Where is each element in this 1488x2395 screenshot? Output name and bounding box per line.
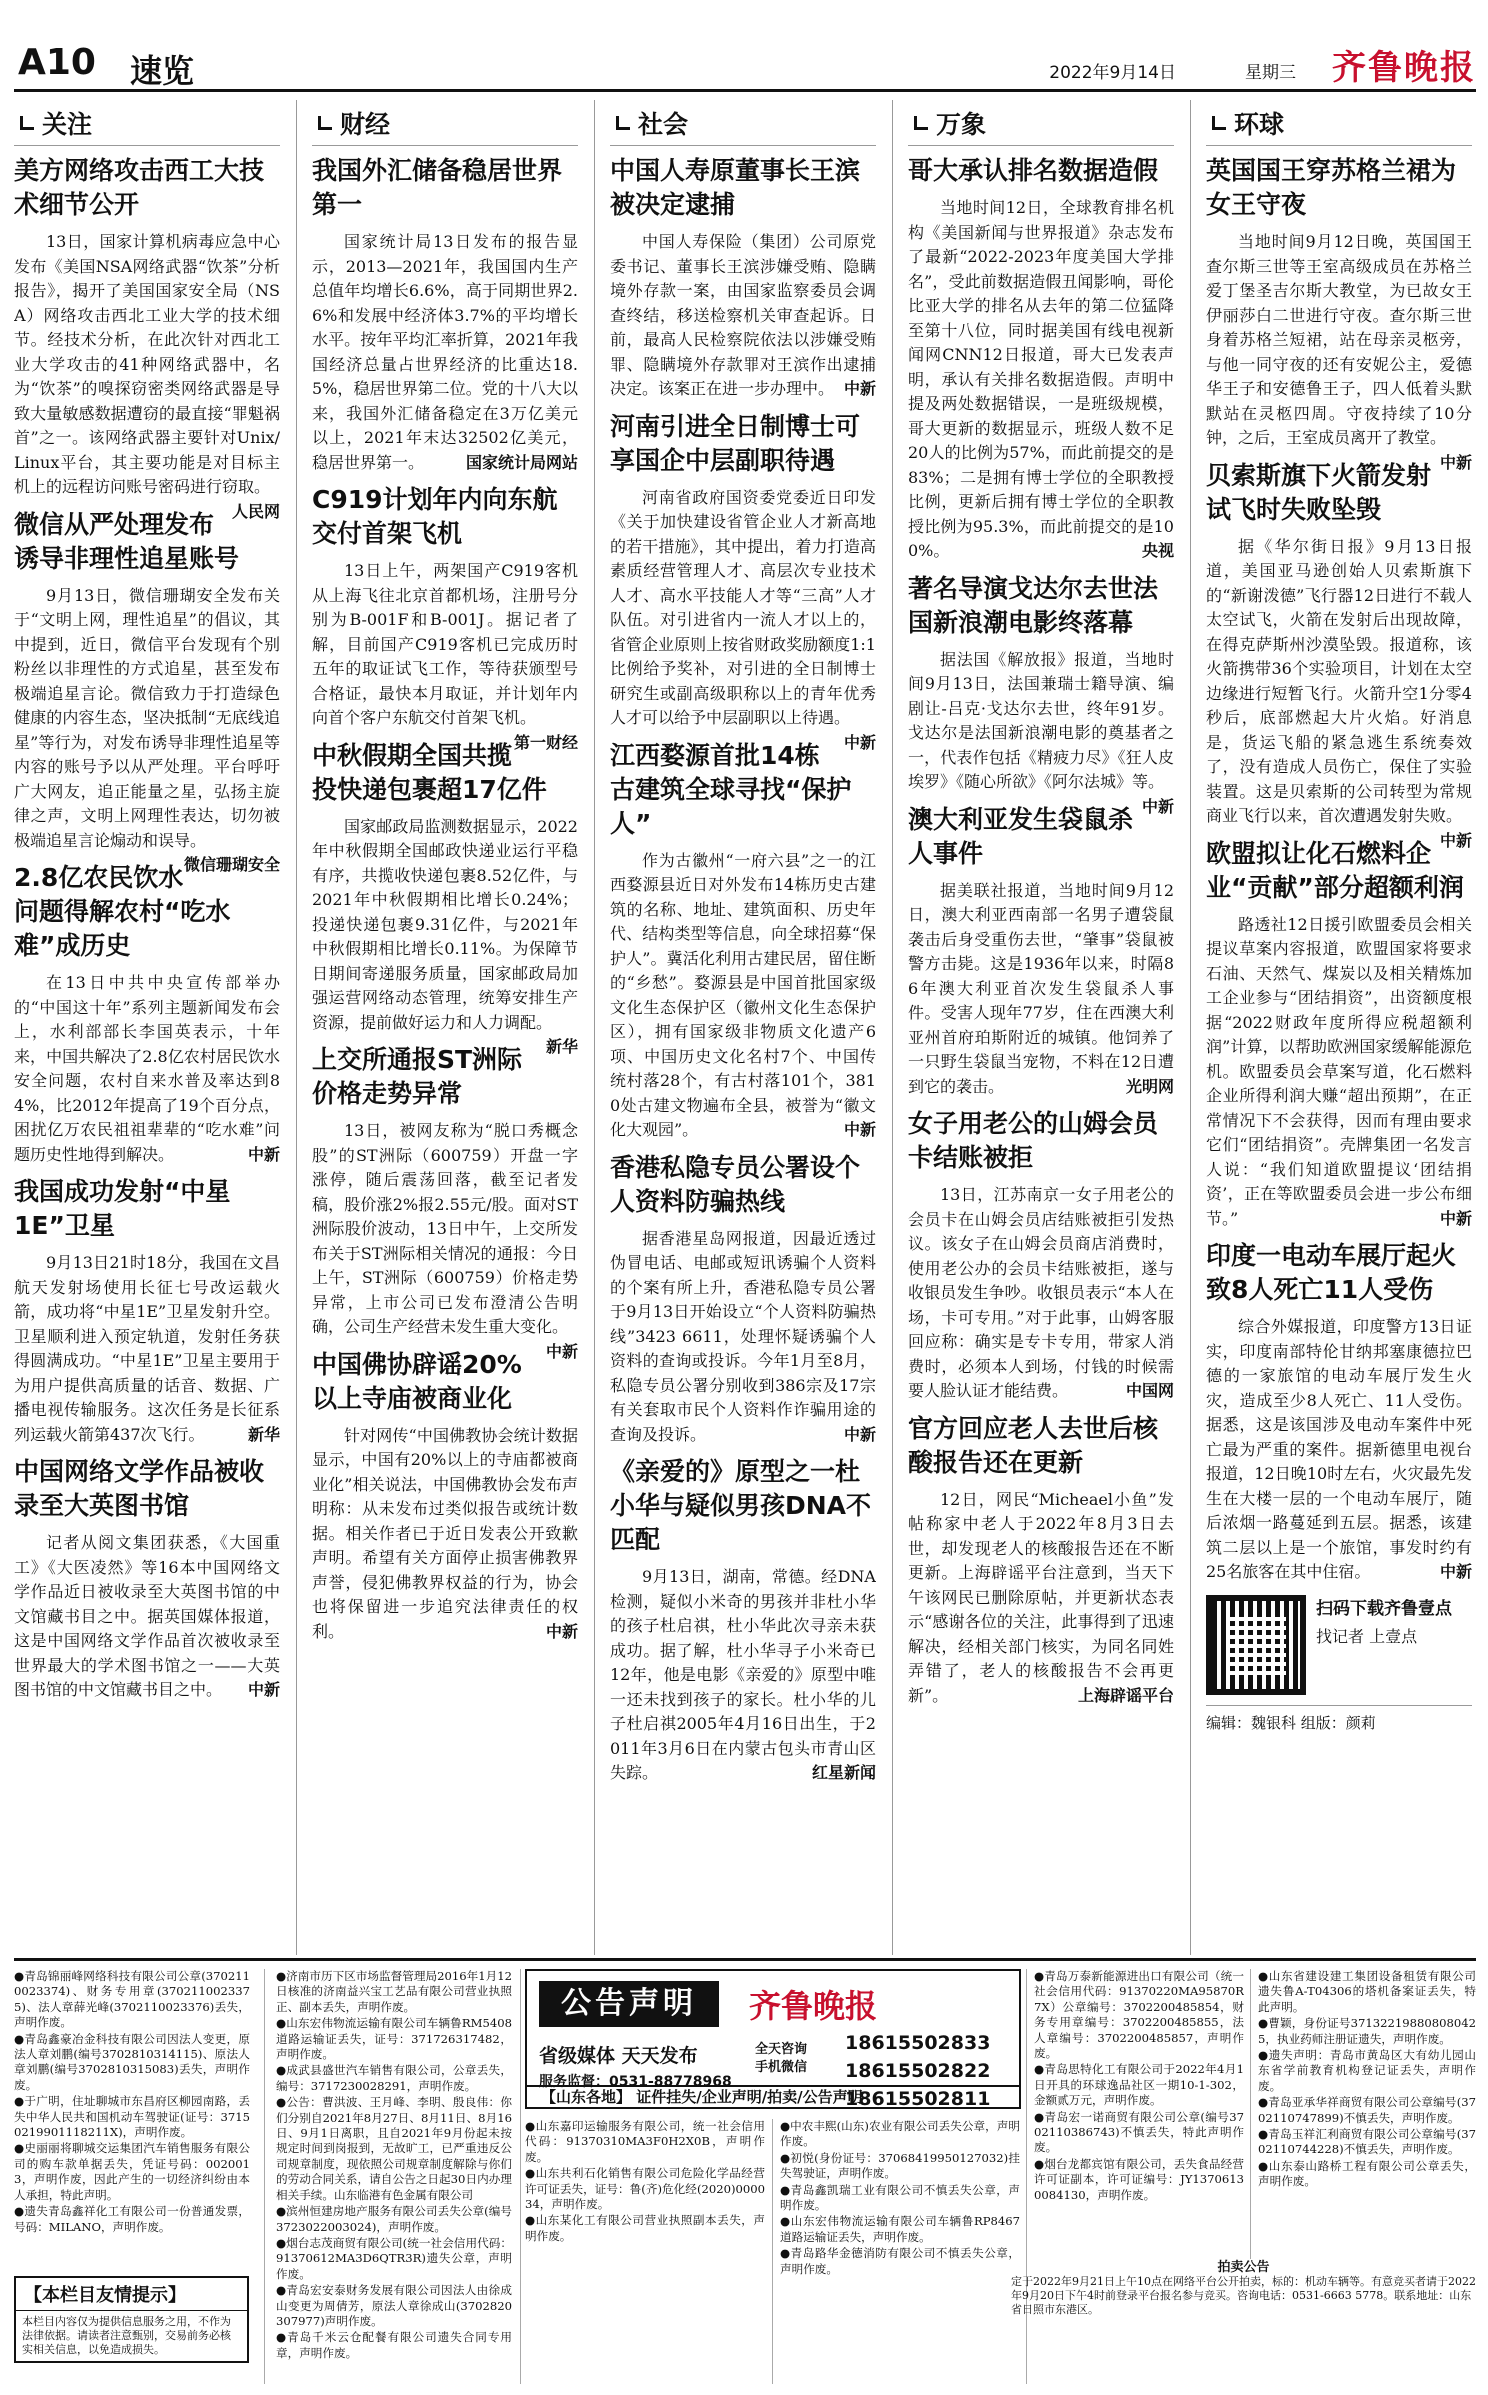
phone-1: 18615502833: [845, 2032, 991, 2054]
ad-item: ●遗失声明：青岛市黄岛区大有幼儿园山东省学前教育机构登记证丢失，声明作废。: [1258, 2048, 1476, 2093]
qr-text: [1316, 1595, 1452, 1651]
article-text: 12日，网民“Micheael小鱼”发帖称家中老人于2022年8月3日去世，却发现老人的核酸报告还在不断更新。上海辟谣平台注意到，当天下午该网民已删除原帖，并更新状态表示“感谢各位的关注，此事得到了迅速解决，经相关部门核实，为同名同姓弄错了，老人的核酸报告不会再更新”。: [908, 1489, 1174, 1705]
ad-item: ●青岛锦丽峰网络科技有限公司公章(3702110023374)、财务专用章(3702110023375)、法人章薛光峰(3702110023376)丢失，声明作废。: [14, 1969, 250, 2030]
article-source: 光明网: [1125, 1076, 1174, 1096]
editor-credit: 编辑：魏银科 组版：颜莉: [1206, 1705, 1472, 1733]
article-headline: 官方回应老人去世后核酸报告还在更新: [908, 1413, 1159, 1477]
article-text: 9月13日21时18分，我国在文昌航天发射场使用长征七号改运载火箭，成功将“中星1E”卫星发射升空。卫星顺利进入预定轨道，发射任务获得圆满成功。“中星1E”卫星主要用于为用户提供高质量的话音、数据、广播电视传输服务。这次任务是长征系列运载火箭第437次飞行。: [14, 1253, 280, 1444]
ad-item: ●滨州恒建房地产服务有限公司丢失公章(编号3723022003024)，声明作废。: [276, 2204, 512, 2234]
article-source: 中国网: [1125, 1381, 1174, 1400]
article-source: 新华: [247, 1424, 280, 1444]
phone-3: 18615502811: [845, 2088, 991, 2110]
column-divider: [594, 100, 595, 1955]
article-text: 13日，被网友称为“脱口秀概念股”的ST洲际（600759）开盘一字涨停，随后震荡回落，截至记者发稿，股价涨2%报2.55元/股。面对ST洲际股价波动，13日中午，上交所发布关于ST洲际相关情况的通报：今日上午，ST洲际（600759）价格走势异常，上市公司已发布澄清公告明确，公司生产经营未发生重大变化。: [312, 1121, 578, 1336]
ad-item: ●于广明，住址聊城市东昌府区柳园南路，丢失中华人民共和国机动车驾驶证(证号：37150219901118211X)，声明作废。: [14, 2094, 250, 2140]
tip-box: [14, 2276, 249, 2363]
article: [610, 154, 876, 402]
page-header: [14, 38, 1476, 92]
ad-item: ●山东泰山路桥工程有限公司公章丢失，声明作废。: [1258, 2158, 1476, 2189]
article-body: [1206, 913, 1472, 1232]
newspaper-logo: 齐鲁晚报: [1332, 48, 1476, 88]
article-headline: 美方网络攻击西工大技术细节公开: [14, 156, 265, 219]
article-source: 中新: [1439, 1208, 1472, 1228]
ad-item: ●成武县盛世汽车销售有限公司，公章丢失，编号：3717230028291，声明作废。: [276, 2063, 512, 2093]
article-headline: 2.8亿农民饮水问题得解农村“吃水难”成历史: [14, 863, 231, 960]
tip-title: 【本栏目友情提示】: [16, 2278, 247, 2311]
notice-tel: 服务监督：0531-88778968: [539, 2074, 732, 2090]
article-body: [14, 584, 280, 874]
article-headline: 《亲爱的》原型之一杜小华与疑似男孩DNA不匹配: [610, 1457, 872, 1554]
article-body: [1206, 230, 1472, 472]
notice-banner: [525, 1969, 1021, 2109]
article-text: 综合外媒报道，印度警方13日证实，印度南部特伦甘纳邦塞康德拉巴德的一家旅馆的电动车展厅发生火灾，造成至少8人死亡、11人受伤。据悉，这是该国涉及电动车案件中死亡最为严重的案件。据新德里电视台报道，12日晚10时左右，火灾最先发生在大楼一层的一个电动车展厅，随后浓烟一路蔓延到五层。据悉，该建筑二层以上是一个旅馆，事发时约有25名旅客在其中住宿。: [1206, 1317, 1472, 1581]
notice-logo: 齐鲁晚报: [749, 1987, 878, 2025]
article: [14, 508, 280, 874]
classified-ads: [14, 1958, 1476, 2388]
ad-item: ●中农丰熙(山东)农业有限公司丢失公章，声明作废。: [780, 2119, 1020, 2149]
article-headline: 哥大承认排名数据造假: [908, 156, 1159, 185]
article-headline: 微信从严处理发布诱导非理性追星账号: [14, 509, 240, 573]
article-text: 9月13日，湖南，常德。经DNA检测，疑似小米奇的男孩并非杜小华的孩子杜启祺，杜小华此次寻亲未获成功。据了解，杜小华寻子小米奇已12年，他是电影《亲爱的》原型中唯一还未找到孩子的家长。杜小华的儿子杜启祺2005年4月16日出生，于2011年3月6日在内蒙古包头市青山区失踪。: [610, 1567, 876, 1782]
article-body: [610, 849, 876, 1143]
article-source: 中新: [843, 1424, 876, 1444]
phone-2: 18615502822: [845, 2060, 991, 2082]
article-source: 中新: [1439, 1562, 1472, 1581]
article: [610, 739, 876, 1143]
article-headline: 中国人寿原董事长王滨被决定逮捕: [610, 156, 861, 219]
article: [610, 1151, 876, 1448]
article: [908, 1107, 1174, 1404]
ad-item: ●山东宏伟物流运输有限公司车辆鲁RP8467道路运输证丢失，声明作废。: [780, 2214, 1020, 2244]
article: [312, 1043, 578, 1361]
article-body: [14, 1251, 280, 1447]
article: [908, 803, 1174, 1100]
notice-tags: 【山东各地】 证件挂失/企业声明/拍卖/公告声明: [527, 2085, 1019, 2107]
article-headline: 中国佛协辟谣20%以上寺庙被商业化: [312, 1349, 522, 1413]
article-source: 人民网: [231, 501, 280, 521]
article: [312, 739, 578, 1056]
article: [312, 483, 578, 752]
ad-item: ●山东省建设建工集团设备租赁有限公司遗失鲁A-T04306的塔机备案证丢失，特此声明。: [1258, 1969, 1476, 2014]
column-tag-label: 环球: [1234, 109, 1285, 139]
article-text: 据《华尔街日报》9月13日报道，美国亚马逊创始人贝索斯旗下的“新谢泼德”飞行器12日进行不载人太空试飞，火箭在发射后出现故障，在得克萨斯州沙漠坠毁。报道称，该火箭携带36个实验项目，计划在太空边缘进行短暂飞行。火箭升空1分零4秒后，底部燃起大片火焰。好消息是，货运飞船的紧急逃生系统奏效了，没有造成人员伤亡，保住了实验装置。这是贝索斯的公司转型为常规商业飞行以来，首次遭遇发射失败。: [1206, 536, 1472, 825]
article-body: [908, 1183, 1174, 1404]
ad-item: ●青岛亚承华祥商贸有限公司公章编号(3702110747899)不慎丢失，声明作废。: [1258, 2095, 1476, 2125]
article-text: 中国人寿保险（集团）公司原党委书记、董事长王滨涉嫌受贿、隐瞒境外存款一案，由国家监察委员会调查终结，移送检察机关审查起诉。日前，最高人民检察院依法以涉嫌受贿罪、隐瞒境外存款罪对王滨作出逮捕决定。该案正在进一步办理中。: [610, 232, 876, 398]
article-body: [908, 648, 1174, 816]
article-source: 中新: [843, 379, 876, 398]
auction-body: 定于2022年9月21日上午10点在网络平台公开拍卖，标的：机动车辆等。有意竞买者请于2022年9月20日下午4时前登录平台报名参与竞买。咨询电话：0531-6663 5778。联系地址：山东省日照市东港区。: [1011, 2275, 1476, 2316]
article-body: [908, 879, 1174, 1100]
ad-item: ●山东嘉印运输服务有限公司，统一社会信用代码：91370310MA3F0H2X0B，声明作废。: [525, 2119, 765, 2164]
article-text: 河南省政府国资委党委近日印发《关于加快建设省管企业人才新高地的若干措施》，其中提出，着力打造高素质经营管理人才、高层次专业技术人才、高水平技能人才等“三高”人才队伍。对引进省内一流人才以上的，省管企业原则上按省财政奖励额度1:1比例给予奖补，对引进的全日制博士研究生或副高级职称以上的青年优秀人才可以给予中层副职以上待遇。: [610, 487, 876, 727]
article: [610, 410, 876, 752]
article-headline: 江西婺源首批14栋古建筑全球寻找“保护人”: [610, 740, 852, 838]
article-source: 中新: [1439, 830, 1472, 850]
notice-service: 全天咨询 手机微信: [755, 2042, 808, 2075]
article: [1206, 459, 1472, 850]
article-headline: 著名导演戈达尔去世法国新浪潮电影终落幕: [908, 573, 1159, 637]
ad-item: ●史丽丽将聊城交运集团汽车销售服务有限公司的购车款单据丢失，凭证号码：0020013，声明作废，因此产生的一切经济纠纷由本人承担，特此声明。: [14, 2141, 250, 2202]
article-headline: 香港私隐专员公署设个人资料防骗热线: [610, 1152, 861, 1216]
qr-code-icon[interactable]: [1206, 1595, 1306, 1695]
article-headline: 我国成功发射“中星1E”卫星: [14, 1177, 231, 1240]
column-divider: [1190, 100, 1191, 1955]
column-3: [610, 100, 876, 1955]
article-headline: 贝索斯旗下火箭发射试飞时失败坠毁: [1206, 460, 1432, 524]
ad-item: ●初悦(身份证号：37068419950127032)挂失驾驶证，声明作废。: [780, 2150, 1020, 2181]
article-text: 针对网传“中国佛教协会统计数据显示，中国有20%以上的寺庙都被商业化”相关说法，中国佛教协会发布声明称：从未发布过类似报告或统计数据。相关作者已于近日发表公开致歉声明。希望有关方面停止损害佛教界声誉，侵犯佛教界权益的行为，协会也将保留进一步追究法律责任的权利。: [312, 1425, 578, 1641]
article-text: 国家统计局13日发布的报告显示，2013—2021年，我国国内生产总值年均增长6.6%，高于同期世界2.6%和发展中经济体3.7%的平均增长水平。按年平均汇率折算，2021年我国经济总量占世界经济的比重达18.5%，稳居世界第二位。党的十八大以来，我国外汇储备稳定在3万亿美元以上，2021年末达32502亿美元，稳居世界第一。: [312, 232, 578, 472]
section-title: 速览: [130, 52, 195, 90]
qr-line-2: 找记者 上壹点: [1316, 1626, 1418, 1646]
ad-item: ●青岛玉祥汇利商贸有限公司公章编号(3702110744228)不慎丢失，声明作废。: [1258, 2127, 1476, 2157]
article: [312, 154, 578, 475]
article-headline: 澳大利亚发生袋鼠杀人事件: [908, 804, 1134, 868]
ad-column-1: [14, 1969, 250, 2269]
article-text: 作为古徽州“一府六县”之一的江西婺源县近日对外发布14栋历史古建筑的名称、地址、建筑面积、历史年代、结构类型等信息，向全球招募“保护人”。冀活化利用古建民居，留住断的“乡愁”。婺源县是中国首批国家级文化生态保护区（徽州文化生态保护区），拥有国家级非物质文化遗产6项、中国历史文化名村7个、中国传统村落28个，有古村落101个，3810处古建文物遍布全县，被誉为“徽文化大观园”。: [610, 850, 876, 1139]
article-source: 中新: [843, 1120, 876, 1139]
article-body: [14, 1531, 280, 1703]
article: [14, 1175, 280, 1447]
article-text: 当地时间12日，全球教育排名机构《美国新闻与世界报道》杂志发布了最新“2022-2023年度美国大学排名”，受此前数据造假丑闻影响，哥伦比亚大学的排名从去年的第二位猛降至第十八位，同时据美国有线电视新闻网CNN12日报道，哥大已发表声明，承认有关排名数据造假。声明中提及两处数据错误，一是班级规模，哥大更新的数据显示，班级人数不足20人的比例为57%，而此前提交的是83%；二是拥有博士学位的全职教授比例，更新后拥有博士学位的全职教授比例为95.3%，而此前提交的是100%。: [908, 198, 1174, 560]
auction-title: 拍卖公告: [1217, 2260, 1270, 2275]
article-source: 中新: [843, 732, 876, 752]
ad-column-3: [525, 2119, 765, 2384]
article-text: 记者从阅文集团获悉，《大国重工》《大医凌然》等16本中国网络文学作品近日被收录至大英图书馆的中文馆藏书目之中。据英国媒体报道，这是中国网络文学作品首次被收录至世界最大的学术图书馆之一——大英图书馆的中文馆藏书目之中。: [14, 1533, 280, 1699]
article-headline: 中国网络文学作品被收录至大英图书馆: [14, 1457, 265, 1520]
article-source: 中新: [1439, 452, 1472, 472]
article-source: 中新: [545, 1621, 578, 1641]
issue-weekday: 星期三: [1245, 63, 1296, 83]
ad-item: ●青岛思特化工有限公司于2022年4月1日开具的环球逸品社区一期10-1-302，金额贰万元，声明作废。: [1034, 2062, 1244, 2108]
article-source: 国家统计局网站: [465, 452, 578, 472]
article-body: [908, 1488, 1174, 1709]
qr-line-1: 扫码下载齐鲁壹点: [1316, 1598, 1452, 1619]
ad-item: ●烟台志茂商贸有限公司(统一社会信用代码：91370612MA3D6QTR3R)遗失公章，声明作废。: [276, 2235, 512, 2281]
ad-column-5: [1034, 1969, 1244, 2259]
ad-item: ●山东某化工有限公司营业执照副本丢失，声明作废。: [525, 2213, 765, 2243]
issue-date: 2022年9月14日: [1049, 63, 1176, 83]
ad-item: ●青岛鑫豪冶金科技有限公司因法人变更，原法人章刘鹏(编号3702810314115)、原法人章刘鹏(编号3702810315083)丢失，声明作废。: [14, 2031, 250, 2092]
arrow-icon: [616, 116, 630, 130]
article-body: [610, 1565, 876, 1786]
column-tag: [610, 100, 876, 146]
ad-column-2: [276, 1969, 512, 2384]
column-4: [908, 100, 1174, 1955]
qr-section: [1206, 1595, 1472, 1695]
column-divider: [892, 100, 893, 1955]
article-text: 当地时间9月12日晚，英国国王查尔斯三世等王室高级成员在苏格兰爱丁堡圣吉尔斯大教堂，为已故女王伊丽莎白二世进行守夜。查尔斯三世身着苏格兰短裙，站在母亲灵柩旁，与他一同守夜的还有安妮公主，爱德华王子和安德鲁王子，四人低着头默默站在灵柩四周。守夜持续了10分钟，之后，王室成员离开了教堂。: [1206, 232, 1472, 447]
ad-column-4: [780, 2119, 1020, 2384]
article-text: 路透社12日援引欧盟委员会相关提议草案内容报道，欧盟国家将要求石油、天然气、煤炭以及相关精炼加工企业参与“团结捐资”，出资额度根据“2022财政年度所得应税超额利润”计算，以帮助欧洲国家缓解能源危机。欧盟委员会草案写道，化石燃料企业所得利润大赚“超出预期”，在正常情况下不会获得，因而有理由要求它们“团结捐资”。壳牌集团一名发言人说：“我们知道欧盟提议‘团结捐资’，正在等欧盟委员会进一步公布细节。”: [1206, 914, 1472, 1228]
article: [1206, 837, 1472, 1232]
article-body: [908, 196, 1174, 564]
ad-item: ●曹颖，身份证号371322198808080425，执业药师注册证遗失，声明作废。: [1258, 2016, 1476, 2046]
article-text: 据法国《解放报》报道，当地时间9月13日，法国兼瑞士籍导演、编剧让-吕克·戈达尔去世，终年91岁。戈达尔是法国新浪潮电影的奠基者之一，代表作包括《精疲力尽》《狂人皮埃罗》《随心所欲》《阿尔法城》等。: [908, 649, 1174, 791]
column-1: [14, 100, 280, 1955]
article: [908, 154, 1174, 564]
article-body: [1206, 535, 1472, 850]
article-body: [610, 1227, 876, 1448]
notice-slogan: 省级媒体 天天发布: [539, 2045, 698, 2067]
article-body: [610, 486, 876, 752]
article-source: 微信珊瑚安全: [183, 855, 280, 874]
column-tag-label: 万象: [936, 109, 987, 139]
article-text: 据香港星岛网报道，因最近透过伪冒电话、电邮或短讯诱骗个人资料的个案有所上升，香港私隐专员公署于9月13日开始设立“个人资料防骗热线”3423 6611，处理怀疑诱骗个人资料的查询或投诉。今年1月至8月，私隐专员公署分别收到386宗及17宗有关套取市民个人资料作诈骗用途的查询及投诉。: [610, 1228, 876, 1444]
article-source: 中新: [247, 1680, 280, 1699]
article-body: [1206, 1315, 1472, 1585]
article-source: 新华: [545, 1037, 578, 1056]
article: [14, 861, 280, 1167]
ad-item: ●山东共利石化销售有限公司危险化学品经营许可证丢失，证号：鲁(齐)危化经(2020)000034，声明作废。: [525, 2166, 765, 2212]
article-source: 央视: [1141, 541, 1174, 560]
article-body: [14, 971, 280, 1167]
article-headline: 印度一电动车展厅起火致8人死亡11人受伤: [1206, 1241, 1457, 1304]
column-2: [312, 100, 578, 1955]
article: [908, 1412, 1174, 1709]
article-body: [14, 230, 280, 521]
article-source: 第一财经: [513, 732, 578, 752]
article-body: [610, 230, 876, 402]
article-headline: 河南引进全日制博士可享国企中层副职待遇: [610, 411, 861, 475]
article-source: 中新: [1141, 796, 1174, 816]
ad-item: ●青岛千米云仓配餐有限公司遗失合同专用章，声明作废。: [276, 2330, 512, 2360]
article-source: 中新: [247, 1144, 280, 1164]
article-text: 9月13日，微信珊瑚安全发布关于“文明上网，理性追星”的倡议，其中提到，近日，微信平台发现有个别粉丝以非理性的方式追星，甚至发布极端追星言论。微信致力于打造绿色健康的内容生态，坚决抵制“无底线追星”等行为，对发布诱导非理性追星等内容的账号予以从严处理。平台呼吁广大网友，追正能量之星，弘扬主旋律之声，文明上网理性表达，切勿被极端追星言论煽动和误导。: [14, 585, 280, 850]
article: [1206, 1239, 1472, 1585]
arrow-icon: [20, 116, 34, 130]
ad-item: ●青岛宏一诺商贸有限公司公章(编号3702110386743)不慎丢失，特此声明作废。: [1034, 2109, 1244, 2155]
column-tag-label: 关注: [42, 109, 93, 139]
arrow-icon: [1212, 116, 1226, 130]
column-tag: [1206, 100, 1472, 146]
article-source: 上海辟谣平台: [1077, 1685, 1174, 1705]
article: [312, 1348, 578, 1645]
article-body: [312, 559, 578, 752]
article-headline: 我国外汇储备稳居世界第一: [312, 156, 563, 219]
article-headline: C919计划年内向东航交付首架飞机: [312, 485, 558, 548]
column-tag: [14, 100, 280, 146]
article-text: 13日，国家计算机病毒应急中心发布《美国NSA网络武器“饮茶”分析报告》，揭开了美国国家安全局（NSA）网络攻击西北工业大学的技术细节。经技术分析，在此次针对西北工业大学攻击的41种网络武器中，名为“饮茶”的嗅探窃密类网络武器是导致大量敏感数据遭窃的最直接“罪魁祸首”之一。该网络武器主要针对Unix/Linux平台，其主要功能是对目标主机上的远程访问账号密码进行窃取。: [14, 232, 280, 496]
arrow-icon: [318, 116, 332, 130]
ad-item: ●烟台龙都宾馆有限公司，丢失食品经营许可证副本，许可证编号：JY13706130084130，声明作废。: [1034, 2156, 1244, 2202]
ad-item: ●山东宏伟物流运输有限公司车辆鲁RM5408道路运输证丢失，证号：371726317482，声明作废。: [276, 2016, 512, 2062]
ad-item: ●青岛鑫凯瑞工业有限公司不慎丢失公章，声明作废。: [780, 2182, 1020, 2213]
article-headline: 上交所通报ST洲际价格走势异常: [312, 1045, 523, 1108]
article: [610, 1455, 876, 1786]
article-body: [312, 1119, 578, 1361]
article-body: [312, 230, 578, 475]
column-5: [1206, 100, 1472, 1955]
article: [14, 1455, 280, 1703]
article-text: 13日，江苏南京一女子用老公的会员卡在山姆会员店结账被拒引发热议。该女子在山姆会员商店消费时，使用老公办的会员卡结账被拒，遂与收银员发生争吵。收银员表示“本人在场，卡可专用。”对于此事，山姆客服回应称：确实是专卡专用，带家人消费时，必须本人到场，付钱的时候需要人脸认证才能结费。: [908, 1185, 1174, 1400]
article-text: 据美联社报道，当地时间9月12日，澳大利亚西南部一名男子遭袋鼠袭击后身受重伤去世，“肇事”袋鼠被警方击毙。这是1936年以来，时隔86年澳大利亚首次发生袋鼠杀人事件。受害人现年77岁，住在西澳大利亚州首府珀斯附近的城镇。他饲养了一只野生袋鼠当宠物，不料在12日遭到它的袭击。: [908, 880, 1174, 1096]
article-text: 13日上午，两架国产C919客机从上海飞往北京首都机场，注册号分别为B-001F和B-001J。据记者了解，目前国产C919客机已完成历时五年的取证试飞工作，等待获颁型号合格证，最快本月取证，并计划年内向首个客户东航交付首架飞机。: [312, 561, 578, 727]
notice-title: 公告声明: [539, 1981, 719, 2027]
auction-notice: [1011, 2261, 1476, 2383]
column-tag-label: 社会: [638, 109, 689, 139]
column-tag-label: 财经: [340, 109, 391, 139]
ad-column-6: [1258, 1969, 1476, 2259]
ad-item: ●青岛万泰新能源进出口有限公司（统一社会信用代码：91370220MA95870R7X）公章编号：3702200485854，财务专用章编号：3702200485855，法人章编号：3702200485857，声明作废。: [1034, 1969, 1244, 2061]
tip-body: 本栏目内容仅为提供信息服务之用，不作为法律依据。请读者注意甄别，交易前务必核实相关信息，以免造成损失。: [22, 2315, 231, 2356]
article-source: 中新: [545, 1341, 578, 1361]
article: [908, 572, 1174, 816]
column-tag: [312, 100, 578, 146]
article-body: [312, 1424, 578, 1645]
article-headline: 女子用老公的山姆会员卡结账被拒: [908, 1109, 1159, 1172]
arrow-icon: [914, 116, 928, 130]
column-tag: [908, 100, 1174, 146]
ad-item: ●青岛宏安泰财务发展有限公司因法人由徐成山变更为周倩芳，原法人章徐成山(3702820307977)声明作废。: [276, 2283, 512, 2328]
ad-item: ●青岛路华金德消防有限公司不慎丢失公章，声明作废。: [780, 2246, 1020, 2276]
article-source: 红星新闻: [811, 1763, 876, 1782]
ad-item: ●济南市历下区市场监督管理局2016年1月12日核准的济南益兴宝工艺品有限公司营业执照正、副本丢失，声明作废。: [276, 1969, 512, 2014]
ad-item: ●遗失青岛鑫祥化工有限公司一份普通发票，号码：MILANO，声明作废。: [14, 2204, 250, 2234]
article: [14, 154, 280, 521]
ad-item: ●公告：曹洪波、王月峰、李明、殷良伟：你们分别自2021年8月27日、8月11日、8月16日、9月1日离职，且自2021年9月份起未按规定时间到岗报到，无故旷工，已严重违反公司规章制度，现依照公司规章制度解除与你们的劳动合同关系，请自公告之日起30日内办理相关手续。山东临港有色金属有限公司: [276, 2095, 512, 2202]
article-text: 国家邮政局监测数据显示，2022年中秋假期全国邮政快递业运行平稳有序，共揽收快递包裹8.52亿件，与2021年中秋假期相比增长0.24%；投递快递包裹9.31亿件，与2021年中秋假期相比增长0.11%。为保障节日期间寄递服务质量，国家邮政局加强运营网络动态管理，统筹安排生产资源，提前做好运力和人力调配。: [312, 816, 578, 1032]
article-text: 在13日中共中央宣传部举办的“中国这十年”系列主题新闻发布会上，水利部部长李国英表示，十年来，中国共解决了2.8亿农村居民饮水安全问题，农村自来水普及率达到84%，比2012年提高了19个百分点，困扰亿万农民祖祖辈辈的“吃水难”问题历史性地得到解决。: [14, 973, 280, 1164]
article: [1206, 154, 1472, 472]
article-body: [312, 815, 578, 1056]
article-headline: 中秋假期全国共揽投快递包裹超17亿件: [312, 740, 547, 804]
column-divider: [296, 100, 297, 1955]
article-headline: 英国国王穿苏格兰裙为女王守夜: [1206, 156, 1457, 219]
page-number: A10: [18, 42, 96, 83]
article-headline: 欧盟拟让化石燃料企业“贡献”部分超额利润: [1206, 838, 1464, 902]
